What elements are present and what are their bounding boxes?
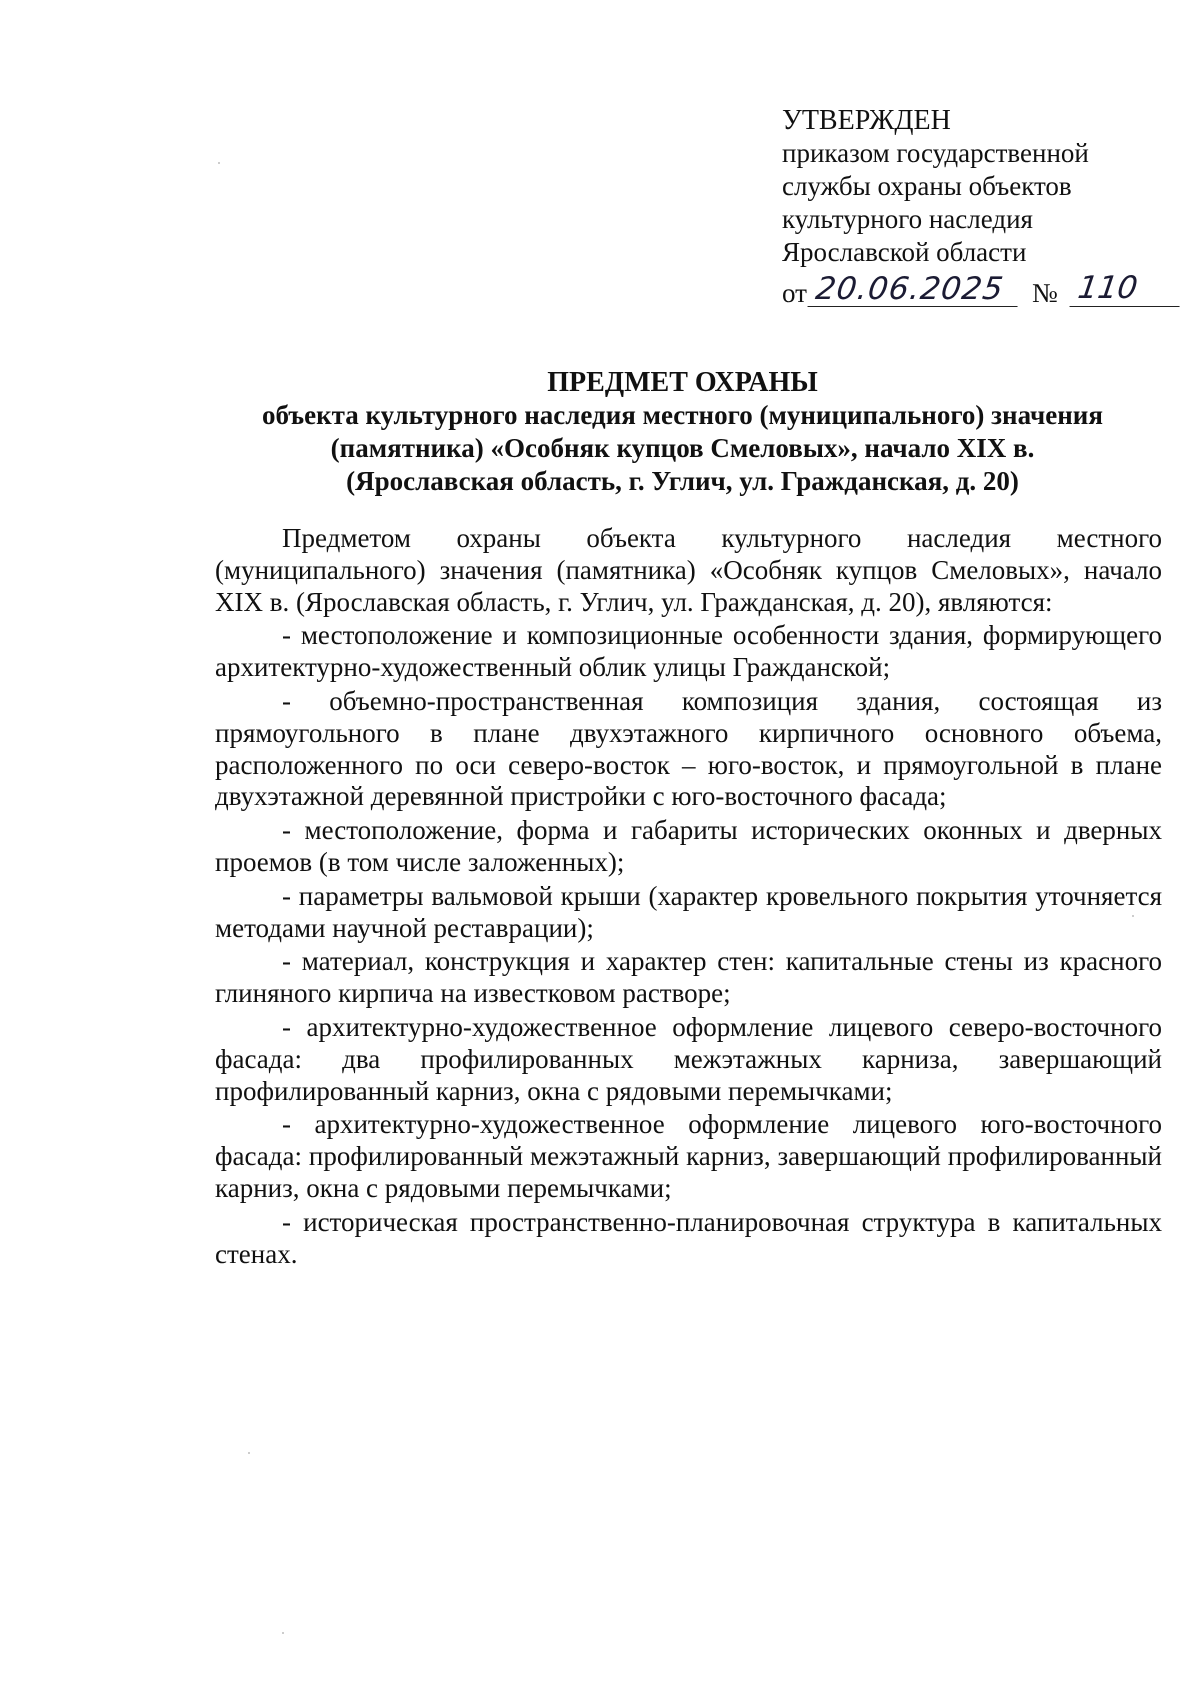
document-body bbox=[215, 523, 1162, 1270]
intro-paragraph: Предметом охраны объекта культурного наследия местного (муниципального) значения (памятника) «Особняк купцов Смеловых», начало XIX в. (Ярославская область, г. Углич, ул. Гражданская, д. 20), являются: bbox=[215, 523, 1162, 617]
protection-item: - архитектурно-художественное оформление лицевого юго-восточного фасада: профилированный межэтажный карниз, завершающий профилированный карниз, окна с рядовыми перемычками; bbox=[215, 1109, 1162, 1203]
handwritten-number: 110 bbox=[1069, 271, 1184, 307]
protection-item: - местоположение, форма и габариты исторических оконных и дверных проемов (в том числе заложенных); bbox=[215, 815, 1162, 877]
number-sign: № bbox=[1032, 278, 1058, 308]
document-title bbox=[215, 366, 1150, 498]
scan-speck bbox=[282, 1632, 284, 1634]
date-prefix: от bbox=[782, 278, 807, 308]
approval-line: Ярославской области bbox=[782, 237, 1027, 267]
handwritten-date: 20.06.2025 bbox=[807, 271, 1022, 307]
approval-line: службы охраны объектов bbox=[782, 171, 1072, 201]
title-line: объекта культурного наследия местного (муниципального) значения bbox=[262, 400, 1103, 430]
scan-speck bbox=[1132, 915, 1134, 917]
protection-item: - местоположение и композиционные особенности здания, формирующего архитектурно-художественный облик улицы Гражданской; bbox=[215, 620, 1162, 683]
protection-item: - параметры вальмовой крыши (характер кровельного покрытия уточняется методами научной реставрации); bbox=[215, 880, 1162, 943]
protection-item: - материал, конструкция и характер стен: капитальные стены из красного глиняного кирпича на известковом растворе; bbox=[215, 946, 1162, 1009]
approval-block bbox=[782, 104, 1152, 311]
scan-speck bbox=[248, 1452, 250, 1454]
protection-item: - историческая пространственно-планировочная структура в капитальных стенах. bbox=[215, 1206, 1162, 1269]
title-line: (памятника) «Особняк купцов Смеловых», начало XIX в. bbox=[330, 433, 1035, 463]
protection-item: - архитектурно-художественное оформление лицевого северо-восточного фасада: два профилированных межэтажных карниза, завершающий профилированный карниз, окна с рядовыми перемычками; bbox=[215, 1011, 1162, 1106]
approval-heading: УТВЕРЖДЕН bbox=[782, 105, 951, 136]
approval-line: приказом государственной bbox=[782, 138, 1089, 168]
title-main: ПРЕДМЕТ ОХРАНЫ bbox=[547, 367, 818, 398]
title-line: (Ярославская область, г. Углич, ул. Гражданская, д. 20) bbox=[346, 466, 1019, 496]
approval-line: культурного наследия bbox=[782, 204, 1033, 234]
protection-item: - объемно-пространственная композиция здания, состоящая из прямоугольного в плане двухэтажного кирпичного основного объема, расположенного по оси северо-восток – юго-восток, и прямоугольной в плане двухэтажной деревянной пристройки с юго-восточного фасада; bbox=[215, 685, 1162, 812]
scan-speck bbox=[218, 162, 220, 164]
order-date-number-line bbox=[782, 271, 1152, 311]
